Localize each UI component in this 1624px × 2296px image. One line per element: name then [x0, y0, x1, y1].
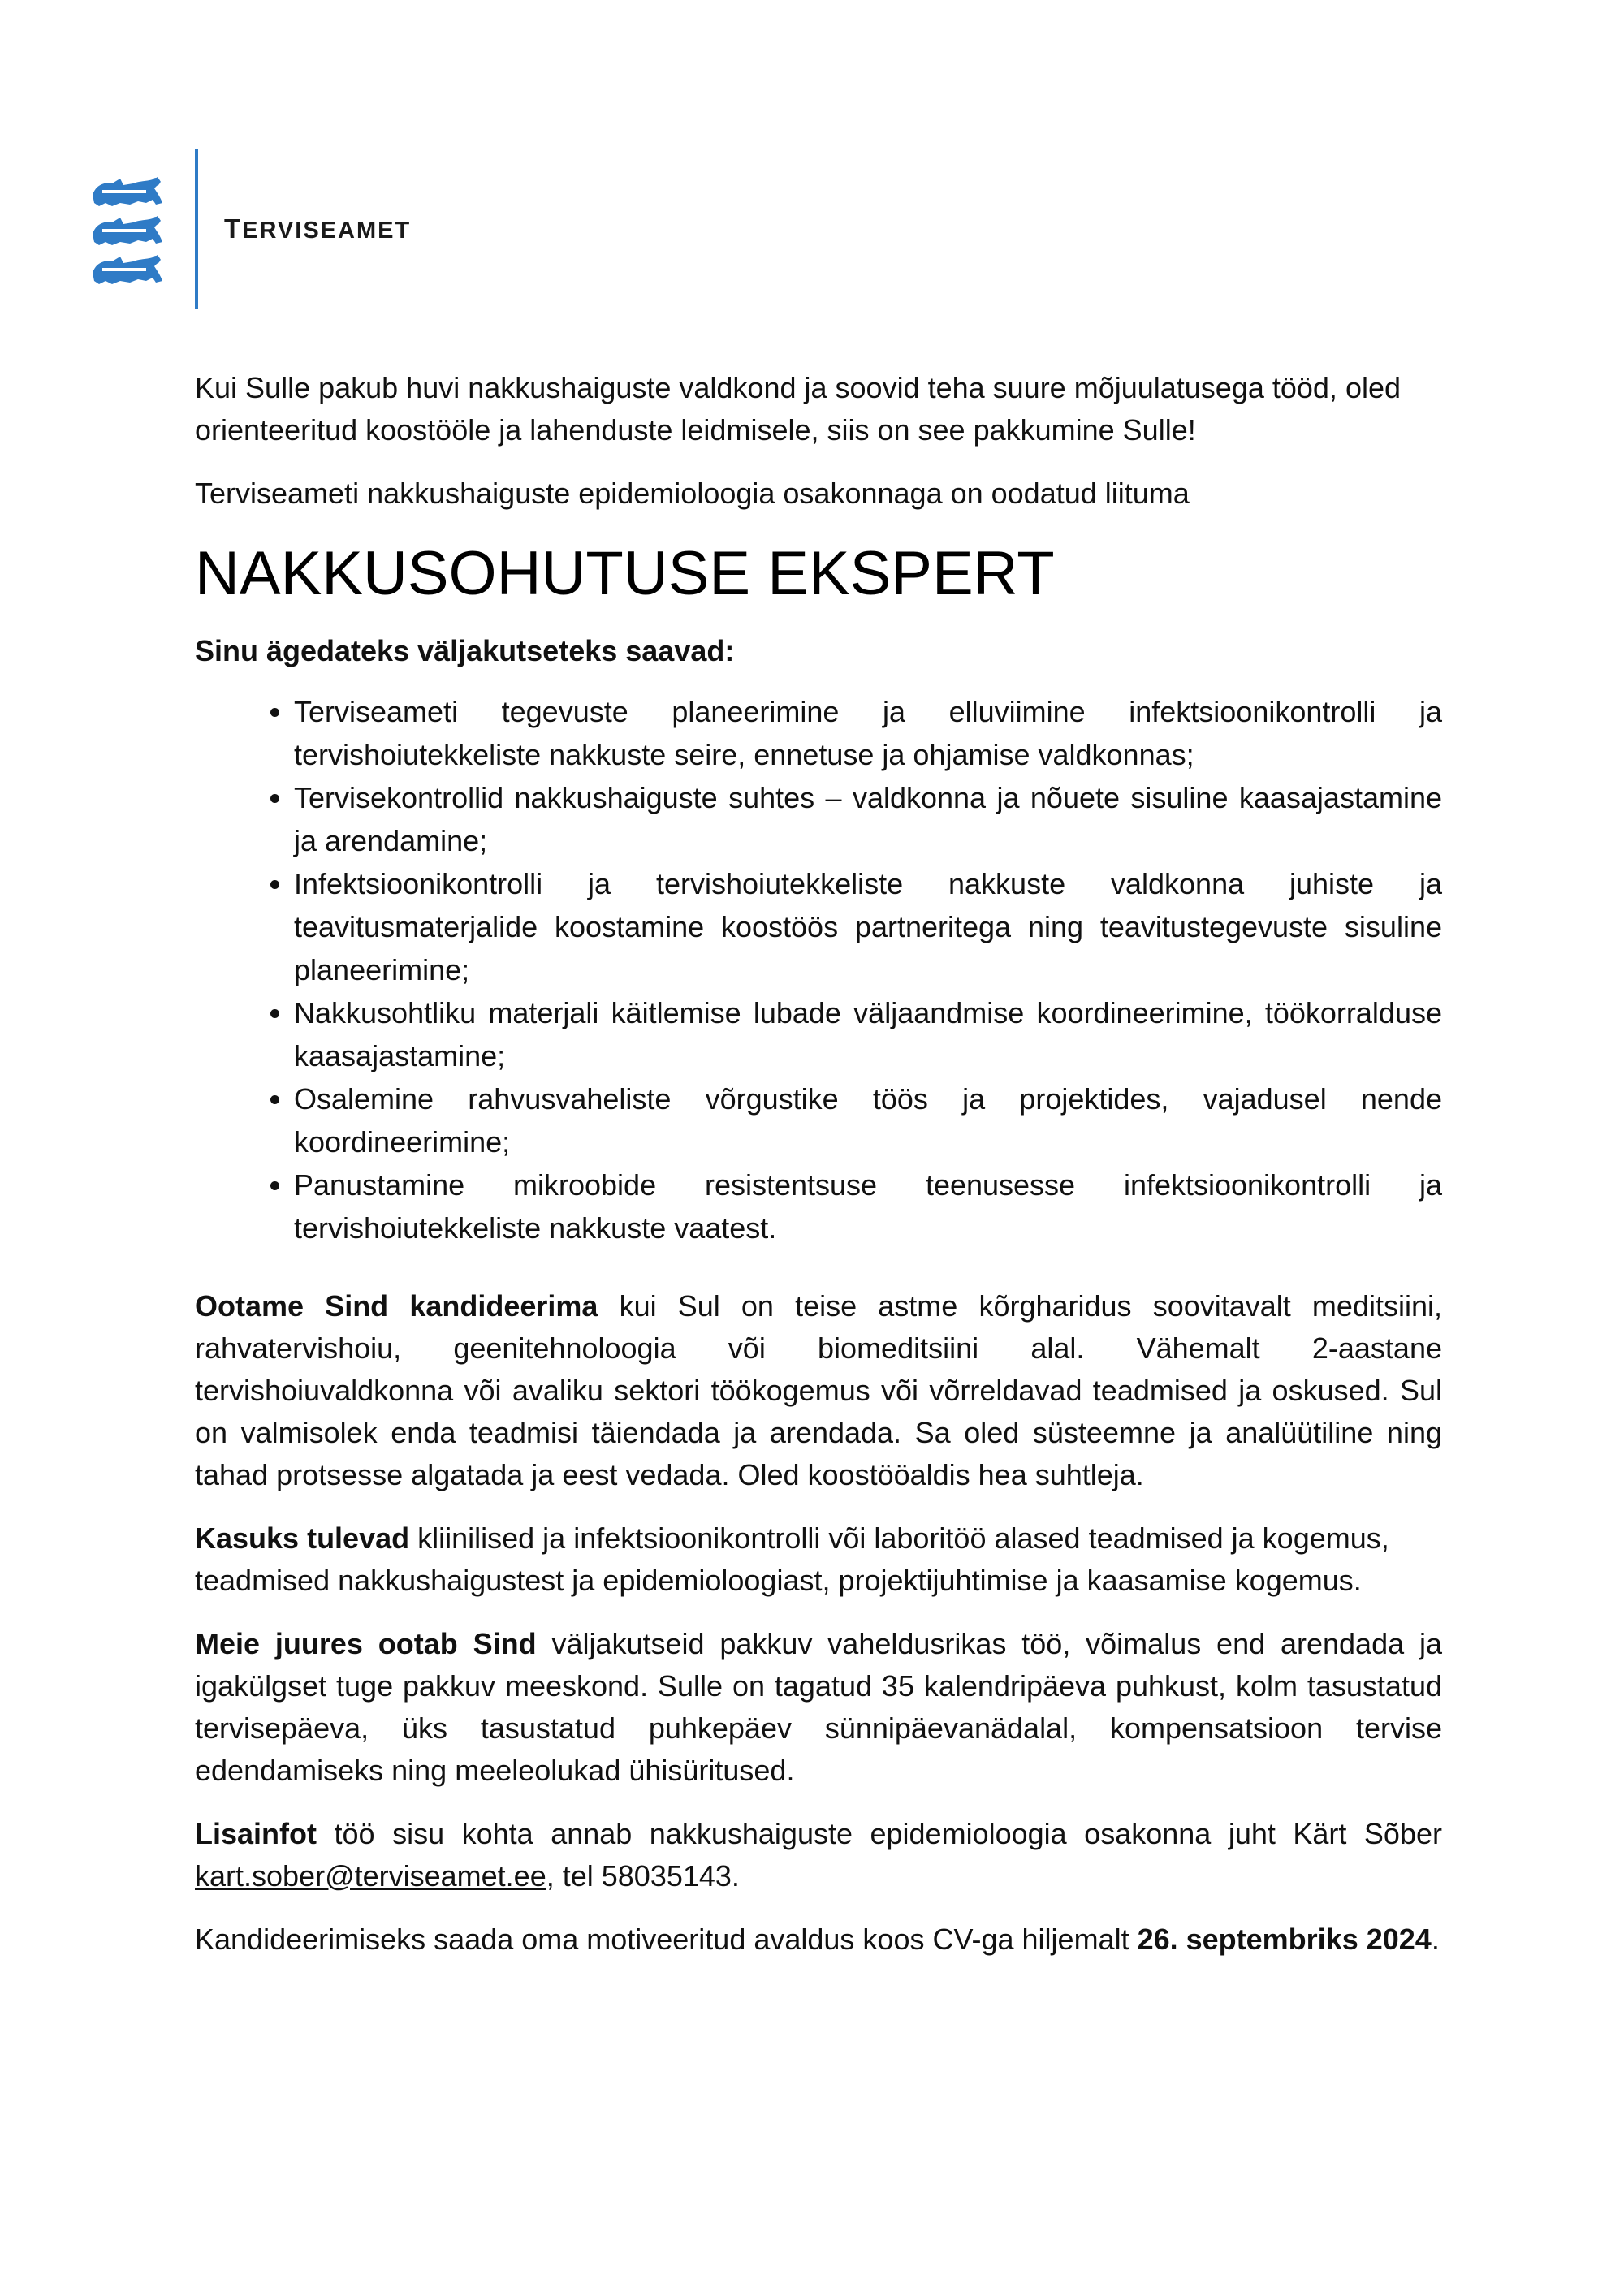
list-item: • Osalemine rahvusvaheliste võrgustike töös ja projektides, vajadusel nende koordineerimine;: [294, 1077, 1442, 1163]
benefits-text: kliinilised ja infektsioonikontrolli või laboritöö alased teadmised ja kogemus, teadmised nakkushaigustest ja epidemioloogiast, projektijuhtimise ja kaasamise kogemus.: [195, 1521, 1389, 1597]
intro-join-line: Terviseameti nakkushaiguste epidemioloogia osakonnaga on oodatud liituma: [195, 477, 1190, 510]
org-name-rest: ERVISEAMET: [242, 218, 412, 244]
offer-text: väljakutseid pakkuv vaheldusrikas töö, võimalus end arendada ja igakülgset tuge pakkuv meeskond. Sulle on tagatud 35 kalendripäeva puhkust, kolm tasustatud tervisepäeva, üks tasustatud puhkepäev sünnipäevanädalal, kompensatsioon tervise edendamiseks ning meeleolukad ühisüritused.: [195, 1627, 1442, 1787]
challenges-list: [195, 690, 1442, 1249]
requirements-text: kui Sul on teise astme kõrgharidus soovitavalt meditsiini, rahvatervishoiu, geenitehnoloogia või biomeditsiini alal. Vähemalt 2-aastane tervishoiuvaldkonna või avaliku sektori töökogemus või võrreldavad teadmised ja oskused. Sul on valmisolek enda teadmisi täiendada ja arendada. Sa oled süsteemne ja analüütiline ning tahad protsesse algatada ja eest vedada. Oled koostööaldis hea suhtleja.: [195, 1289, 1442, 1491]
intro-paragraph: Kui Sulle pakub huvi nakkushaiguste valdkond ja soovid teha suure mõjuulatusega tööd, oled orienteeritud koostööle ja lahenduste leidmisele, siis on see pakkumine Sulle!: [195, 371, 1401, 447]
deadline-end: .: [1431, 1923, 1440, 1956]
org-name: [224, 214, 411, 244]
list-item: • Tervisekontrollid nakkushaiguste suhtes – valdkonna ja nõuete sisuline kaasajastamine ja arendamine;: [294, 776, 1442, 862]
job-title: NAKKUSOHUTUSE EKSPERT: [195, 539, 1055, 608]
benefits-lead: Kasuks tulevad: [195, 1521, 410, 1555]
challenges-heading: Sinu ägedateks väljakutseteks saavad:: [195, 634, 735, 667]
offer-paragraph: [195, 1623, 1442, 1792]
deadline-text: Kandideerimiseks saada oma motiveeritud avaldus koos CV-ga hiljemalt: [195, 1923, 1138, 1956]
deadline-date: 26. septembriks 2024: [1137, 1923, 1432, 1956]
benefits-paragraph: [195, 1517, 1442, 1602]
org-name-initial: T: [224, 214, 243, 244]
letterhead: [88, 149, 411, 309]
requirements-lead: Ootame Sind kandideerima: [195, 1289, 598, 1323]
contact-email-link[interactable]: kart.sober@terviseamet.ee: [195, 1859, 546, 1892]
list-item: • Nakkusohtliku materjali käitlemise lubade väljaandmise koordineerimine, töökorralduse kaasajastamine;: [294, 991, 1442, 1077]
requirements-paragraph: [195, 1285, 1442, 1496]
header-divider: [195, 149, 198, 309]
contact-paragraph: [195, 1813, 1442, 1897]
main-content: [195, 367, 1442, 1982]
contact-phone: , tel 58035143.: [546, 1859, 740, 1892]
list-item: • Infektsioonikontrolli ja tervishoiutekkeliste nakkuste valdkonna juhiste ja teavitusmaterjalide koostamine koostöös partneritega ning teavitustegevuste sisuline planeerimine;: [294, 862, 1442, 991]
offer-lead: Meie juures ootab Sind: [195, 1627, 537, 1660]
list-item: • Panustamine mikroobide resistentsuse teenusesse infektsioonikontrolli ja tervishoiutekkeliste nakkuste vaatest.: [294, 1163, 1442, 1249]
contact-text: töö sisu kohta annab nakkushaiguste epidemioloogia osakonna juht Kärt Sõber: [317, 1817, 1442, 1850]
list-item: • Terviseameti tegevuste planeerimine ja elluviimine infektsioonikontrolli ja tervishoiutekkeliste nakkuste seire, ennetuse ja ohjamise valdkonnas;: [294, 690, 1442, 776]
contact-lead: Lisainfot: [195, 1817, 317, 1850]
deadline-paragraph: [195, 1918, 1442, 1961]
coat-of-arms-icon: [88, 170, 166, 287]
